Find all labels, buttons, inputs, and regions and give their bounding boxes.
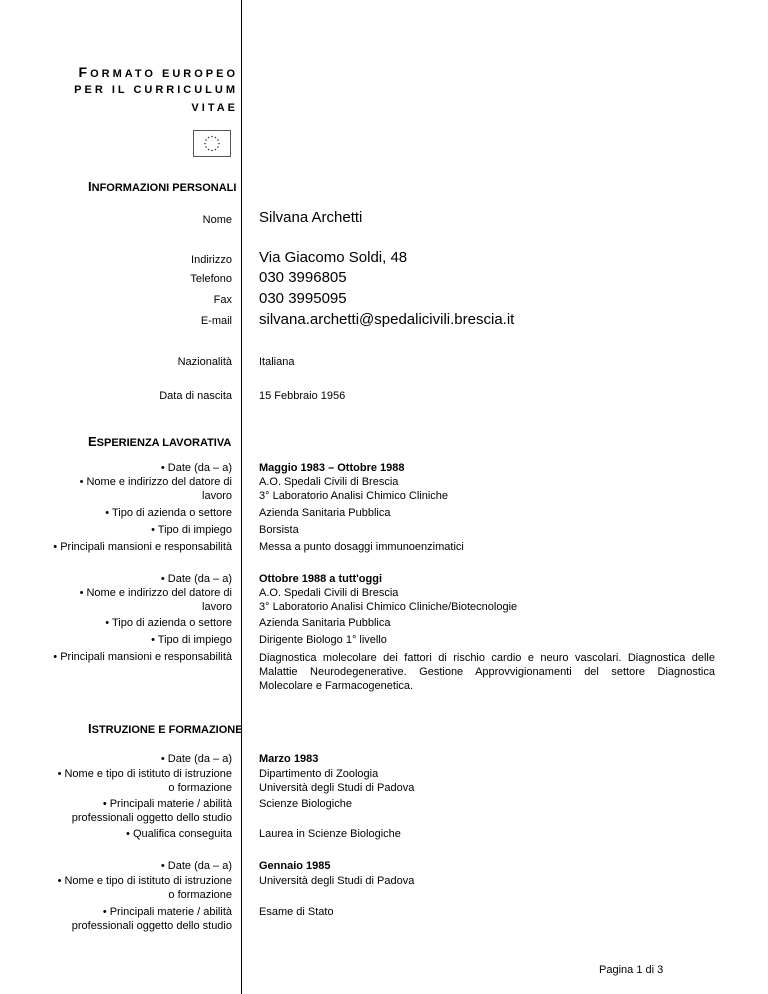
exp1-dates: Maggio 1983 – Ottobre 1988 — [259, 462, 405, 474]
edu1-dates-label: • Date (da – a) — [160, 753, 232, 765]
section-personal-info: INFORMAZIONI PERSONALI — [88, 179, 237, 194]
exp1-duties: Messa a punto dosaggi immunoenzimatici — [259, 541, 464, 553]
address-label: Indirizzo — [191, 254, 232, 266]
phone-value: 030 3996805 — [259, 269, 347, 286]
edu1-institute-2: Università degli Studi di Padova — [259, 782, 415, 794]
exp1-dates-label: • Date (da – a) — [160, 462, 232, 474]
exp2-dates: Ottobre 1988 a tutt'oggi — [259, 573, 383, 585]
title-line-1: FORMATO EUROPEO — [78, 64, 238, 80]
edu2-subjects: Esame di Stato — [259, 906, 334, 918]
exp1-employer-label-1: • Nome e indirizzo del datore di — [79, 476, 232, 488]
name-value: Silvana Archetti — [259, 209, 363, 226]
edu1-qualification-label: • Qualifica conseguita — [126, 828, 232, 840]
exp2-jobtype: Dirigente Biologo 1° livello — [259, 634, 387, 646]
email-value[interactable]: silvana.archetti@spedalicivili.brescia.it — [259, 311, 515, 328]
exp1-employer-label-2: lavoro — [202, 490, 232, 502]
title-line-3: VITAE — [191, 102, 238, 114]
exp1-sector: Azienda Sanitaria Pubblica — [259, 507, 391, 519]
exp1-jobtype-label: • Tipo di impiego — [151, 524, 232, 536]
section-education: ISTRUZIONE E FORMAZIONE — [88, 721, 243, 736]
exp1-duties-label: • Principali mansioni e responsabilità — [53, 541, 232, 553]
exp2-jobtype-label: • Tipo di impiego — [151, 634, 232, 646]
exp1-sector-label: • Tipo di azienda o settore — [105, 507, 232, 519]
birth-value: 15 Febbraio 1956 — [259, 390, 346, 402]
nationality-value: Italiana — [259, 356, 295, 368]
email-label: E-mail — [200, 315, 232, 327]
edu2-institute-1: Università degli Studi di Padova — [259, 875, 415, 887]
edu2-institute-label-2: o formazione — [168, 889, 232, 901]
address-value: Via Giacomo Soldi, 48 — [259, 249, 408, 266]
fax-value: 030 3995095 — [259, 290, 347, 307]
edu1-dates: Marzo 1983 — [259, 753, 319, 765]
edu1-subjects-label-1: • Principali materie / abilità — [102, 798, 232, 810]
column-divider — [241, 0, 242, 994]
fax-label: Fax — [213, 294, 232, 306]
edu1-subjects-label-2: professionali oggetto dello studio — [71, 812, 232, 824]
edu1-institute-label-2: o formazione — [168, 782, 232, 794]
exp1-jobtype: Borsista — [259, 524, 299, 536]
name-label: Nome — [202, 214, 232, 226]
exp2-dates-label: • Date (da – a) — [160, 573, 232, 585]
edu2-institute-label-1: • Nome e tipo di istituto di istruzione — [57, 875, 232, 887]
exp2-employer-label-1: • Nome e indirizzo del datore di — [79, 587, 232, 599]
section-experience: ESPERIENZA LAVORATIVA — [88, 434, 232, 449]
exp2-employer-2: 3° Laboratorio Analisi Chimico Cliniche/Biotecnologie — [259, 601, 518, 613]
edu2-dates-label: • Date (da – a) — [160, 860, 232, 872]
title-line-2: PER IL CURRICULUM — [74, 84, 238, 96]
exp2-employer-1: A.O. Spedali Civili di Brescia — [259, 587, 399, 599]
edu2-dates: Gennaio 1985 — [259, 860, 331, 872]
nationality-label: Nazionalità — [177, 356, 232, 368]
exp2-sector: Azienda Sanitaria Pubblica — [259, 617, 391, 629]
exp1-employer-1: A.O. Spedali Civili di Brescia — [259, 476, 399, 488]
birth-label: Data di nascita — [159, 390, 232, 402]
edu2-subjects-label-2: professionali oggetto dello studio — [71, 920, 232, 932]
exp2-duties: Diagnostica molecolare dei fattori di rischio cardio e neuro vascolari. Diagnostica delle Malattie Neurodegenerative. Gestione Approvvigionamenti del settore Diagnostica Molecolare e Farmacogenetica. — [259, 652, 715, 692]
edu1-institute-1: Dipartimento di Zoologia — [259, 768, 379, 780]
exp2-duties-label: • Principali mansioni e responsabilità — [53, 651, 232, 663]
page-number: Pagina 1 di 3 — [599, 964, 664, 976]
edu1-institute-label-1: • Nome e tipo di istituto di istruzione — [57, 768, 232, 780]
eu-flag-icon — [193, 130, 231, 157]
exp2-sector-label: • Tipo di azienda o settore — [105, 617, 232, 629]
edu1-subjects: Scienze Biologiche — [259, 798, 352, 810]
edu1-qualification: Laurea in Scienze Biologiche — [259, 828, 401, 840]
phone-label: Telefono — [190, 273, 232, 285]
edu2-subjects-label-1: • Principali materie / abilità — [102, 906, 232, 918]
exp1-employer-2: 3° Laboratorio Analisi Chimico Cliniche — [259, 490, 449, 502]
exp2-employer-label-2: lavoro — [202, 601, 232, 613]
